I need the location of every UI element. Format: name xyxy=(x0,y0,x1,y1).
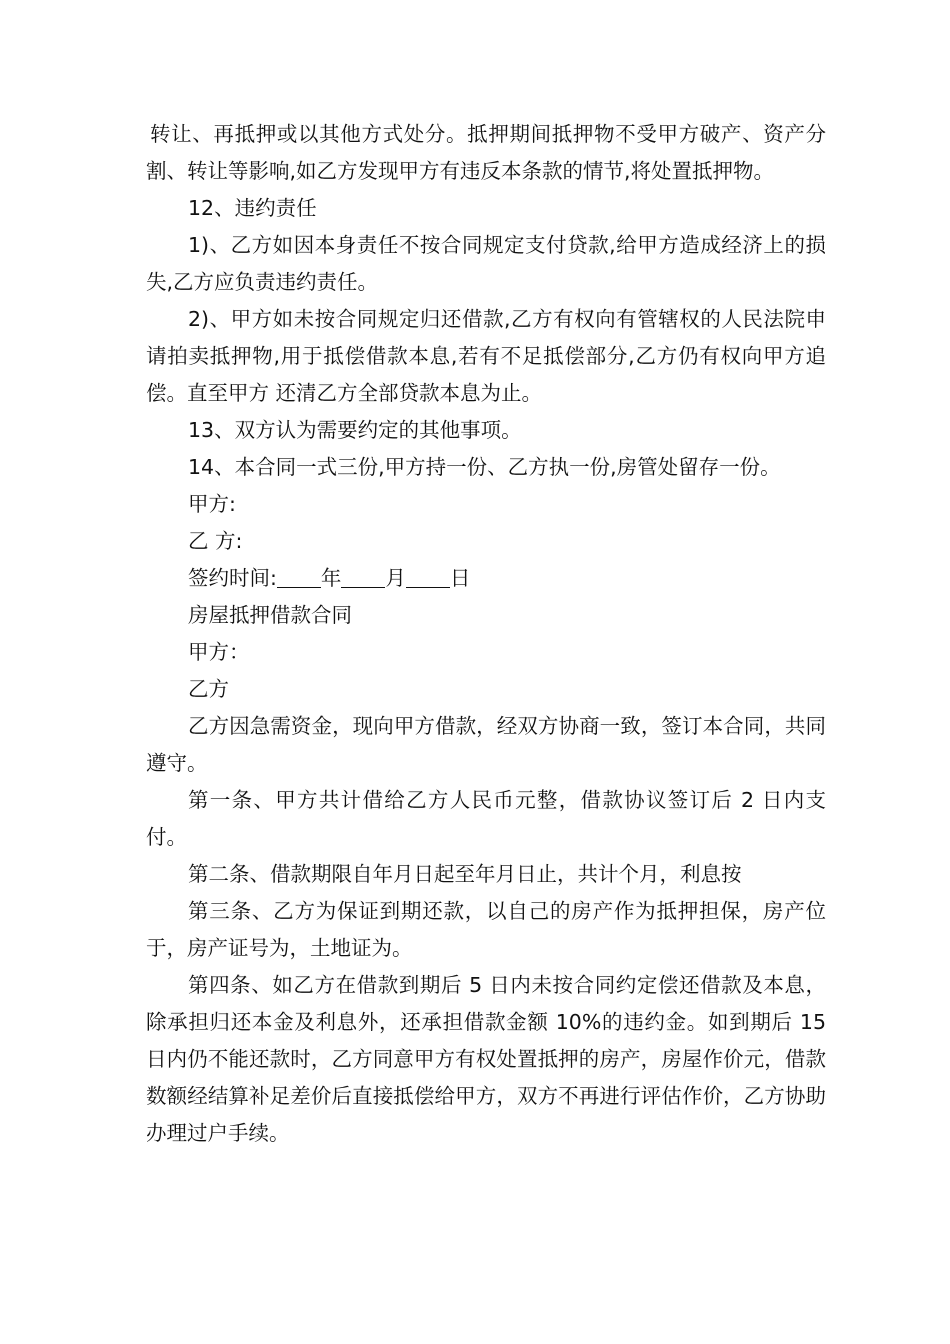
party-b-label-2: 乙方 xyxy=(188,677,229,701)
paragraph-copies: 14、本合同一式三份,甲方持一份、乙方执一份,房管处留存一份。 xyxy=(188,455,781,479)
paragraph-liability-2: 2)、甲方如未按合同规定归还借款,乙方有权向有管辖权的人民法院申请拍卖抵押物,用于抵偿借款本息,若有不足抵偿部分,乙方仍有权向甲方追偿。直至甲方 还清乙方全部贷款本息为止。 xyxy=(146,307,826,405)
contract-title: 房屋抵押借款合同 xyxy=(188,603,352,627)
article-2: 第二条、借款期限自年月日起至年月日止，共计个月，利息按 xyxy=(188,862,742,886)
party-a-label-2: 甲方： xyxy=(188,640,250,664)
party-a-label: 甲方: xyxy=(188,492,236,516)
paragraph-disposal-clause: 转让、再抵押或以其他方式处分。抵押期间抵押物不受甲方破产、资产分割、转让等影响,如乙方发现甲方有违反本条款的情节,将处置抵押物。 xyxy=(146,122,826,183)
day-blank xyxy=(406,565,450,588)
article-3: 第三条、乙方为保证到期还款，以自己的房产作为抵押担保，房产位于，房产证号为，土地证为。 xyxy=(146,899,826,960)
heading-liability: 12、违约责任 xyxy=(188,196,317,220)
year-label: 年 xyxy=(320,566,342,590)
party-b-label: 乙 方: xyxy=(188,529,243,553)
article-4: 第四条、如乙方在借款到期后 5 日内未按合同约定偿还借款及本息，除承担归还本金及利息外，还承担借款金额 10%的违约金。如到期后 15 日内仍不能还款时，乙方同意甲方有权处置抵押的房产，房屋作价元，借款数额经结算补足差价后直接抵偿给甲方，双方不再进行评估作价，乙方协助办理过户手续。 xyxy=(146,973,826,1145)
day-label: 日 xyxy=(449,566,471,590)
month-blank xyxy=(341,565,385,588)
article-1: 第一条、甲方共计借给乙方人民币元整，借款协议签订后 2 日内支付。 xyxy=(146,788,826,849)
sign-date-label: 签约时间: xyxy=(188,566,277,590)
month-label: 月 xyxy=(385,566,406,590)
paragraph-other-matters: 13、双方认为需要约定的其他事项。 xyxy=(188,418,522,442)
year-blank xyxy=(277,565,321,588)
sign-date-line xyxy=(146,560,826,597)
document-body xyxy=(146,116,826,1152)
paragraph-liability-1: 1)、乙方如因本身责任不按合同规定支付贷款,给甲方造成经济上的损失,乙方应负责违约责任。 xyxy=(146,233,826,294)
paragraph-preamble: 乙方因急需资金，现向甲方借款，经双方协商一致，签订本合同，共同遵守。 xyxy=(146,714,826,775)
